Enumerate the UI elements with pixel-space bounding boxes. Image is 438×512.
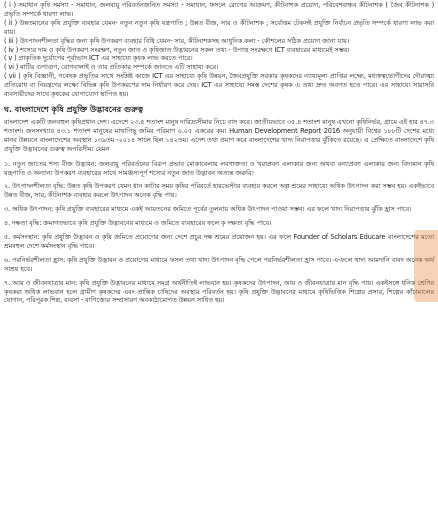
list-item: ( i ) সমাধান কৃষি সমস্যা - সমাধান, জলবায়ু পরিবর্তনজনিত সমস্যা - সমাধান, ফসলে রোগের আক্রমণ, কীটনাশক প্রয়োগ, পরিবেশবান্ধব কীটনাশক ( জৈব কীটনাশক ) প্রভৃতি সম্পর্কে ধারণা লাভ। (4, 1, 434, 18)
numbered-point: ৫. কর্মসংস্থান: কৃষি প্রযুক্তি উদ্ভাবন ও কৃষি জমিতে প্রয়োগের জন্য দেশে প্রচুর দক্ষ শ্রমের প্রয়োজন হয়। এর ফলে Founder of Scholars Educare বাংলাদেশের মতো শ্রমবহুল দেশে কর্মসংস্থান বৃদ্ধি পাবে। (4, 233, 434, 250)
top-list (4, 1, 434, 99)
numbered-point: ১. নতুন জাতের শস্য বীজ উদ্ভাবন: জলবায়ু পরিবর্তনের বিরূপ প্রভাব মোকাবেলায় লবণাক্ততা ও খরাপ্রবণ এলাকার জন্য অথবা বন্যাপ্রবণ এলাকার জন্য বিদ্যমান কৃষি যন্ত্রপাতি ও অন্যান্য উপকরণ ব্যবহারের সাথে সামঞ্জস্যপূর্ণ শস্যের নতুন জাত উদ্ভাবন অত্যন্ত জরুরি। (4, 159, 434, 177)
list-item: ( v ) প্রাকৃতিক দুর্যোগের পূর্বাভাস ICT এর সাহায্যে কৃষক লাভ করতে পারে। (4, 54, 193, 63)
list-item: ( vi ) মাটির গুণাগুণ, রোগবালাই ও তার প্রতিকার সম্পর্কে জানতে এটি সাহায্য করে। (4, 63, 219, 72)
numbered-points (4, 160, 434, 306)
section-heading: ঘ. বাংলাদেশে কৃষি প্রযুক্তি উদ্ভাবনের গুরুত্ব (4, 104, 143, 114)
list-item: ( iv ) শস্যের দাম ও কৃষি উপকরণ সংরক্ষণ, নতুন জাত ও কৃষিজাত উদ্ভাবনের সকল তথ্য - উপাত্ত সংরক্ষণে ICT ব্যবহারের মাধ্যমেই সম্ভব। (4, 45, 350, 54)
numbered-point: ৩. অধিক উৎপাদন: কৃষি প্রযুক্তি ব্যবহারের মাধ্যমে একই আয়তনের জমিতে পূর্বের তুলনায় অধিক উৎপাদন পাওয়া সম্ভব। এর ফলে খাদ্য নিরাপত্তার ঝুঁকি হ্রাস পাবে। (4, 205, 412, 214)
numbered-point: ৪. দক্ষতা বৃদ্ধি: ক্রমাগতভাবে কৃষি প্রযুক্তি উদ্ভাবনের মাধ্যমে ও জমিতে ব্যবহারের ফলে কৃ দক্ষতা বৃদ্ধি পাবে। (4, 219, 272, 228)
intro-section (4, 118, 434, 154)
list-item: ( iii ) উৎপাদনশীলতা বৃদ্ধির জন্য কৃষি উপকরণ ব্যবহার বিধি যেমন- সার, কীটনাশকসহ আধুনিক কলা - কৌশলের সঠিক প্রয়োগ জানা যায়। (4, 36, 349, 45)
watermark-logo (414, 230, 438, 302)
list-item: ( ii ) উন্নতমানের কৃষি প্রযুক্তি ব্যবহার যেমন- নতুন নতুন কৃষি যন্ত্রপাতি ; উন্নত বীজ, সার ও কীটনাশক ; সর্বোত্তম টেকসই প্রযুক্তি নির্বাচন প্রভৃতি সম্পর্কে ধারণা লাভ করা যায়। (4, 18, 434, 36)
numbered-point: ৬. পরনির্ভরশীলতা হ্রাস: কৃষি প্রযুক্তি উদ্ভাবন ও প্রয়োগের মাধ্যমে ফসল তথা খাদ্য উৎপাদন বৃদ্ধি পেলে পরনির্ভরশীলতা হ্রাস পাবে। এ-ফলে খাদ্য আমদানি বাবদ অনেক অর্থ সাশ্রয় হবে। (4, 255, 434, 273)
list-item: ( vii ) কৃষি বিজ্ঞানী, গবেষক প্রভৃতির সাথে সংশ্লিষ্ট কাজে ICT এর সাহায্যে কৃষি উন্নয়ন, জৈবপ্রযুক্তি সরকার কৃষকদের ন্যায্যমূল্য প্রাপ্তির লক্ষ্যে, মধ্যস্বত্বভোগীদের দৌরাত্ম্য প্রতিরোধ বা নিয়ন্ত্রণের লক্ষ্যে বিভিন্ন কৃষি উপকরণের দাম নির্ধারণ করে দেয়। ICT এর সাহায্যে সমস্ত দেশের কৃষক এ তথ্য দ্রুত অবগত হতে পারে। এর সাহায্যে সারাসরি ব্যবসায়ীদের সাথে কৃষকের যোগাযোগ স্থাপিত হয়। (4, 72, 434, 99)
numbered-point: ৭. আয় ও জীবনযাত্রার মান: কৃষি প্রযুক্তি উদ্ভাবনের মাধ্যমে সমগ্র অর্থনীতিই লাভবান হয়। কৃষকদের উৎপাদন, আয় ও জীবনযাত্রার মান বৃদ্ধি পায়। একইসঙ্গে ধনিক শ্রেণির কৃষকরা অধিক লাভবান হলে গ্রামীণ কৃষকদের এবং প্রান্তিক চাষিদের অবস্থার পরিবর্তন হয়। কৃষি প্রযুক্তি উদ্ভাবনের মাধ্যমে কৃষিভিত্তিক শিল্পের প্রসার, শিল্পের কাঁচামালের যোগান, পরিপূরক শিল্প, ব্যবসা - বাণিজ্যের সম্প্রসারণ অবকাঠামোগত উন্নয়ন সাধিত হয়। (4, 278, 434, 305)
intro-paragraph: বাংলাদেশ একটি জনবহুল কৃষিপ্রধান দেশ। এদেশে ২৩.৫ শতাংশ মানুষ দারিদ্র্যসীমার নিচে বাস করে। জাতীয়ভাবে ৩৫.৪ শতাংশ মানুষ এখনো কৃষিনির্ভর, গ্রামে এই হার ৪৭.৩ শতাংশ। জনসংখ্যার ৪৩.১ শতাংশ মানুষের মাথাপিছু জমির পরিমাণ ০.০৫ একরের কম। Human Development Report 2016 অনুযায়ী বিশ্বের ১৮৮টি দেশের মধ্যে মানব উন্নয়নে বাংলাদেশের অবস্থান ১৩৯তম -২০১৪ সালে ছিল ১৪২তম। এদেশ তথ্য প্রমাণ করে বাংলাদেশের খাদ্য নিরাপত্তার ঝুঁকিতে রয়েছে। এ প্রেক্ষিতে বাংলাদেশে কৃষি প্রযুক্তি উদ্ভাবনের গুরুত্ব অপরিসীম। যেমন (4, 117, 434, 153)
numbered-point: ২. উৎপাদনশীলতা বৃদ্ধি: উন্নত কৃষি উপকরণ যেমন ধান কাটার সময় কৃষির পরিবর্তে হারভেস্টার ব্যবহার করলে অল্প শ্রমের সাহায্যে অধিক উৎপাদন করা সম্ভব হয়। একইভাবে উন্নত বীজ, সার, কীটনাশক ব্যবহার করলে উৎপাদন অনেক বৃদ্ধি পায়। (4, 182, 434, 200)
